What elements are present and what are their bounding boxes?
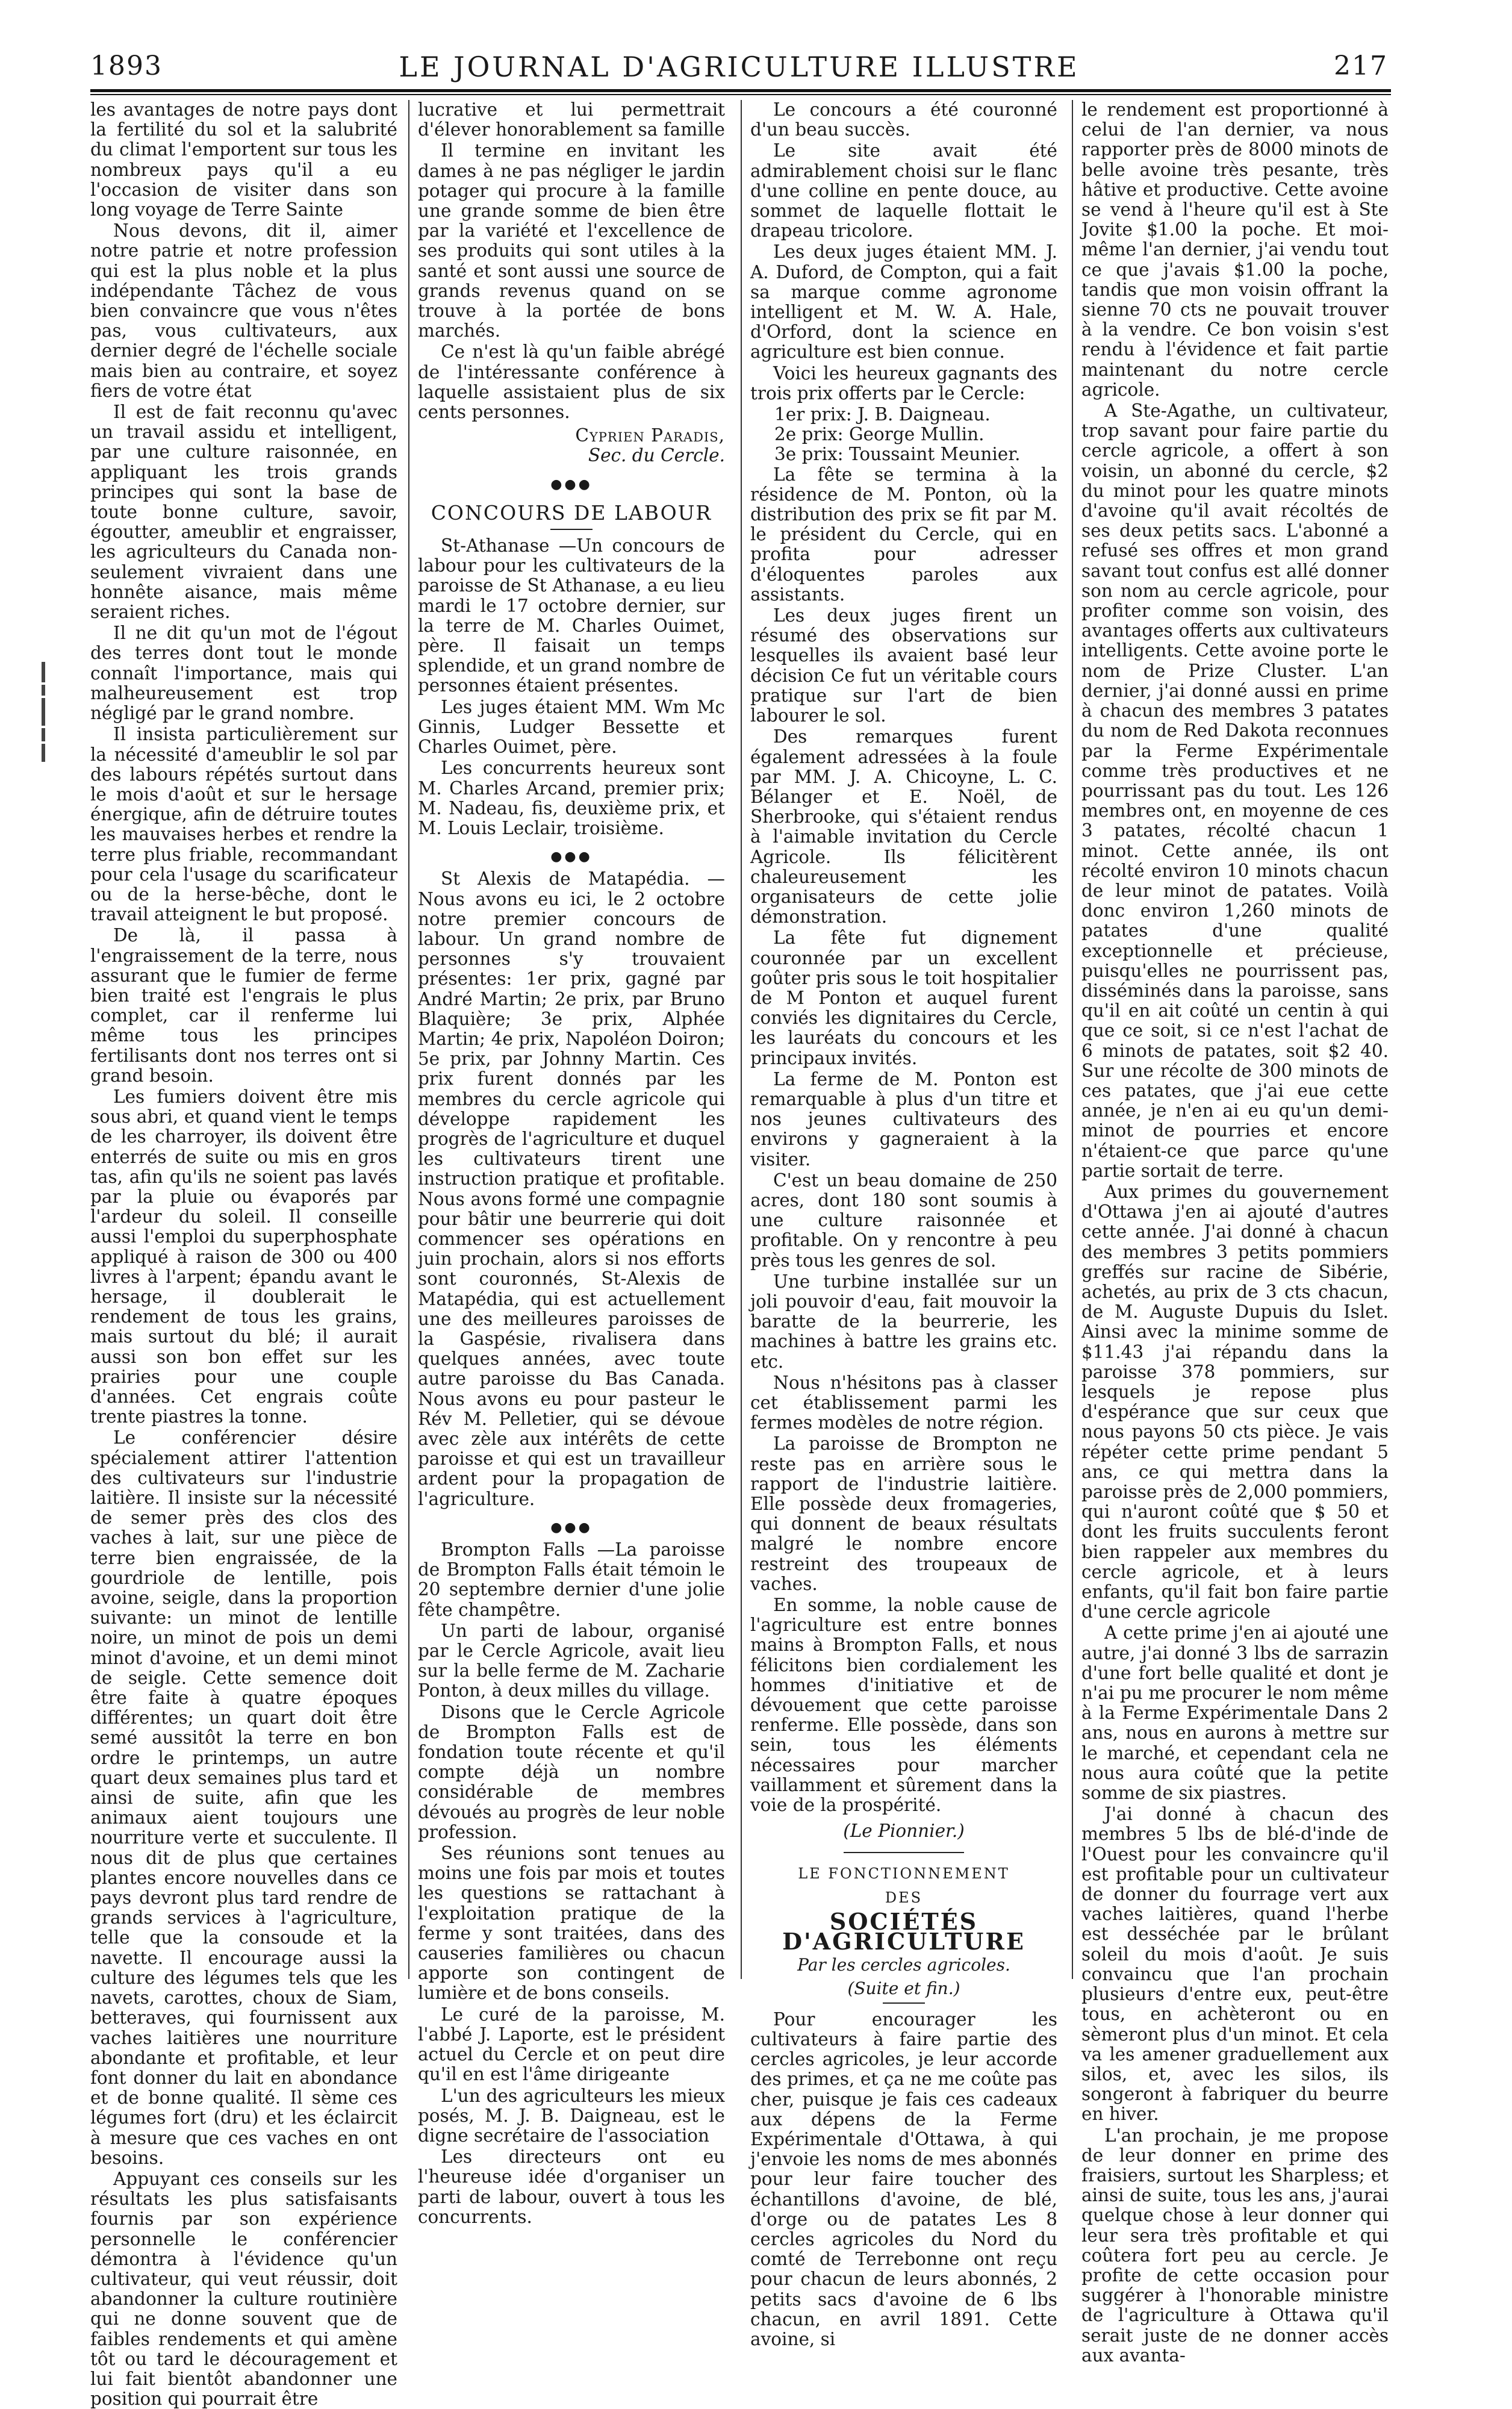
paragraph: Il ne dit qu'un mot de l'égout des terres dont tout le monde connaît l'importance, mais qui malheureusement est trop négligé par le grand nombre. bbox=[90, 623, 397, 724]
paragraph: En somme, la noble cause de l'agriculture est entre bonnes mains à Brompton Falls, et nous félicitons bien cordialement les hommes d'initiative et de dévouement que cette paroisse renferme. Elle possède, dans son sein, tous les éléments nécessaires pour marcher vaillamment et sûrement dans la voie de la prospérité. bbox=[750, 1595, 1057, 1816]
column-2 bbox=[418, 99, 725, 2227]
header-rule bbox=[90, 89, 1391, 92]
column-divider bbox=[1072, 100, 1073, 1979]
paragraph: Nous devons, dit il, aimer notre patrie et notre profession qui est la plus noble et la plus indépendante Tâchez de vous bien convaincre que vous n'êtes pas, vous cultivateurs, aux dernier degré de l'échelle sociale mais bien au contraire, et soyez fiers de votre état bbox=[90, 220, 397, 401]
header-year: 1893 bbox=[90, 51, 163, 81]
paragraph: De là, il passa à l'engraissement de la terre, nous assurant que le fumier de ferme bien traité est l'engrais le plus complet, car il renferme lui même tous les principes fertilisants dont nos terres ont si grand besoin. bbox=[90, 925, 397, 1086]
paragraph: La paroisse de Brompton ne reste pas en arrière sous le rapport de l'industrie laitière. Elle possède deux fromageries, qui donnent de beaux résultats malgré le nombre encore restreint des troupeaux de vaches. bbox=[750, 1433, 1057, 1594]
paragraph: Des remarques furent également adressées à la foule par MM. J. A. Chicoyne, L. C. Bélanger et E. Noël, de Sherbrooke, qui s'étaient rendus à l'aimable invitation du Cercle Agricole. Ils félicitèrent chaleureusement les organisateurs de cette jolie démonstration. bbox=[750, 726, 1057, 927]
column-1 bbox=[90, 99, 397, 2409]
article-subtitle: Par les cercles agricoles. bbox=[797, 1955, 1010, 1975]
paragraph: Le site avait été admirablement choisi sur le flanc d'une colline en pente douce, au sommet de laquelle flottait le drapeau tricolore. bbox=[750, 140, 1057, 242]
paragraph: C'est un beau domaine de 250 acres, dont 180 sont soumis à une culture raisonnée et profitable. On y rencontre à peu près tous les genres de sol. bbox=[750, 1170, 1057, 1271]
paragraph: Ses réunions sont tenues au moins une fois par mois et toutes les questions se rattachant à l'exploitation pratique de la ferme y sont traitées, dans des causeries familières ou chacun apporte son contingent de lumière et de bons conseils. bbox=[418, 1843, 725, 2004]
paragraph: La fête fut dignement couronnée par un excellent goûter pris sous le toit hospitalier de M Ponton et auquel furent conviés les dignitaires du Cercle, les lauréats du concours et les principaux invités. bbox=[750, 927, 1057, 1068]
ornament-divider: ●●● bbox=[550, 1519, 593, 1535]
paragraph: St-Athanase —Un concours de labour pour les cultivateurs de la paroisse de St Athanase, a eu lieu mardi le 17 octobre dernier, sur la terre de M. Charles Ouimet, père. Il faisait un temps splendide, et un grand nombre de personnes étaient présentes. bbox=[418, 535, 725, 696]
paragraph: Disons que le Cercle Agricole de Brompton Falls est de fondation toute récente et qu'il compte déjà un nombre considérable de membres dévoués au progrès de leur noble profession. bbox=[418, 1701, 725, 1842]
page-number: 217 bbox=[1334, 51, 1388, 81]
header-rule-thin bbox=[90, 94, 1391, 95]
paragraph: le rendement est proportionné à celui de l'an dernier, va nous rapporter près de 8000 minots de belle avoine très pesante, très hâtive et productive. Cette avoine se vend à l'heure qu'il est à Ste Jovite $1.00 la poche. Et moi-même l'an dernier, j'ai vendu tout ce que j'avais $1.00 la poche, tandis que mon voisin offrant la sienne 70 cts ne pouvait trouver à la vendre. Ce bon voisin s'est rendu à l'évidence et fait partie maintenant du notre cercle agricole. bbox=[1081, 99, 1389, 400]
ornament-divider: ●●● bbox=[550, 476, 593, 492]
article-head-line1: LE FONCTIONNEMENT bbox=[798, 1865, 1010, 1883]
short-rule bbox=[883, 2002, 925, 2004]
paragraph: Il termine en invitant les dames à ne pas négliger le jardin potager qui procure à la famille une grande somme de bien être par la variété et l'excellence de ses produits qui sont utiles à la santé et sont aussi une source de grands revenus quand on se trouve à la portée de bons marchés. bbox=[418, 140, 725, 341]
signature-name: Cyprien Paradis, bbox=[575, 425, 725, 446]
paragraph: Brompton Falls —La paroisse de Brompton Falls était témoin le 20 septembre dernier d'une jolie fête champêtre. bbox=[418, 1539, 725, 1620]
margin-ink-mark bbox=[37, 659, 49, 786]
paragraph: La fête se termina à la résidence de M. Ponton, où la distribution des prix se fit par M. le président du Cercle, qui en profita pour adresser d'éloquentes paroles aux assistants. bbox=[750, 464, 1057, 605]
paragraph: Les juges étaient MM. Wm Mc Ginnis, Ludger Bessette et Charles Ouimet, père. bbox=[418, 696, 725, 758]
paragraph: Nous n'hésitons pas à classer cet établissement parmi les fermes modèles de notre région. bbox=[750, 1372, 1057, 1433]
column-4 bbox=[1081, 99, 1389, 2366]
list-item: 2e prix: George Mullin. bbox=[774, 424, 985, 445]
ornament-divider: ●●● bbox=[550, 849, 593, 865]
paragraph: Les concurrents heureux sont M. Charles Arcand, premier prix; M. Nadeau, fis, deuxième prix, et M. Louis Leclair, troisième. bbox=[418, 758, 725, 838]
ornament-rule bbox=[844, 1852, 964, 1853]
paragraph: Appuyant ces conseils sur les résultats les plus satisfaisants fournis par son expérience personnelle le conférencier démontra à l'évidence qu'un cultivateur, qui veut réussir, doit abandonner la culture routinière qui ne donne souvent que de faibles rendements et qui amène tôt ou tard le découragement et lui fait bientôt abandonner une position qui pourrait être bbox=[90, 2168, 397, 2409]
paragraph: J'ai donné à chacun des membres 5 lbs de blé-d'inde de l'Ouest pour les convaincre qu'il est profitable pour un cultivateur de donner du fourrage vert aux vaches laitières, quand l'herbe est desséchée par le brûlant soleil du mois d'août. Je suis convaincu que l'an prochain plusieurs d'entre eux, peut-être tous, en achèteront ou en sèmeront plus d'un minot. Et cela va les amener graduellement aux silos, et, avec les silos, ils songeront à fabriquer du beurre en hiver. bbox=[1081, 1804, 1389, 2125]
prize-list bbox=[750, 405, 1057, 465]
paragraph: A cette prime j'en ai ajouté une autre, j'ai donné 3 lbs de sarrazin d'une fort belle qualité et dont je n'ai pu me procurer le nom même à la Ferme Expérimentale Dans 2 ans, nous en aurons à mettre sur le marché, et cependant cela ne nous aura coûté que la petite somme de six piastres. bbox=[1081, 1622, 1389, 1804]
list-item: 3e prix: Toussaint Meunier. bbox=[774, 444, 1021, 465]
page-header bbox=[90, 46, 1388, 94]
paragraph: Un parti de labour, organisé par le Cercle Agricole, avait lieu sur la belle ferme de M. Zacharie Ponton, à deux milles du village. bbox=[418, 1620, 725, 1701]
paragraph: les avantages de notre pays dont la fertilité du sol et la salubrité du climat l'emportent sur tous les nombreux pays qu'il a eu l'occasion de visiter dans son long voyage de Terre Sainte bbox=[90, 99, 397, 220]
paragraph: Le concours a été couronné d'un beau succès. bbox=[750, 99, 1057, 140]
article-head-line2: DES bbox=[885, 1889, 923, 1906]
paragraph: lucrative et lui permettrait d'élever honorablement sa famille bbox=[418, 99, 725, 140]
paragraph: L'un des agriculteurs les mieux posés, M. J. B. Daigneau, est le digne secrétaire de l'association bbox=[418, 2085, 725, 2146]
journal-title: LE JOURNAL D'AGRICULTURE ILLUSTRE bbox=[399, 51, 1080, 83]
paragraph: Il est de fait reconnu qu'avec un travail assidu et intelligent, par une culture raisonnée, en appliquant les trois grands principes qui sont la base de toute bonne culture, savoir, égoutter, ameublir et engraisser, les agriculteurs du Canada non-seulement vivraient dans une honnête aisance, mais même seraient riches. bbox=[90, 402, 397, 623]
source-credit: (Le Pionnier.) bbox=[843, 1821, 965, 1842]
section-title-concours: CONCOURS DE LABOUR bbox=[431, 500, 712, 525]
column-divider bbox=[408, 100, 409, 1979]
paragraph: Ce n'est là qu'un faible abrégé de l'intéressante conférence à laquelle assistaient plus de six cents personnes. bbox=[418, 341, 725, 423]
article-continuation: (Suite et fin.) bbox=[847, 1978, 960, 1999]
paragraph: Les fumiers doivent être mis sous abri, et quand vient le temps de les charroyer, ils doivent être enterrés de suite ou mis en gros tas, afin qu'ils ne soient pas lavés par la pluie ou évaporés par l'ardeur du soleil. Il conseille aussi l'emploi du superphosphate appliqué à raison de 300 ou 400 livres à l'arpent; épandu avant le hersage, il doublerait le rendement de tous les grains, mais surtout du blé; il aurait aussi son bon effet sur les prairies pour une couple d'années. Cet engrais coûte trente piastres la tonne. bbox=[90, 1086, 397, 1427]
column-3 bbox=[750, 99, 1057, 2349]
paragraph: Il insista particulièrement sur la nécessité d'ameublir le sol par des labours répétés surtout dans le mois d'août et sur le hersage énergique, afin de détruire toutes les mauvaises herbes et rendre la terre plus friable, recommandant pour cela l'usage du scarificateur ou de la herse-bêche, dont le travail atteignent le but proposé. bbox=[90, 724, 397, 925]
paragraph: Les directeurs ont eu l'heureuse idée d'organiser un parti de labour, ouvert à tous les concurrents. bbox=[418, 2146, 725, 2227]
paragraph: A Ste-Agathe, un cultivateur, trop savant pour faire partie du cercle agricole, a offert à son voisin, un abonné du cercle, $2 du minot pour les quatre minots d'avoine qu'il avait récoltés de ses deux petits sacs. L'abonné a refusé ses offres et mon grand savant tout confus est allé donner son nom au cercle agricole, pour profiter comme son voisin, des avantages offerts aux cultivateurs intelligents. Cette avoine porte le nom de Prize Cluster. L'an dernier, j'ai donné aussi en prime à chacun des membres 3 patates du nom de Red Dakota reconnues par la Ferme Expérimentale comme très productives et ne pourrissant pas du tout. Les 126 membres ont, en moyenne de ces 3 patates, récolté chacun 1 minot. Cette année, ils ont récolté environ 10 minots chacun de leur minot de patates. Voilà donc environ 1,260 minots de patates d'une qualité exceptionnelle et précieuse, puisqu'elles ne pourrissent pas, disséminés dans la paroisse, sans qu'il en ait coûté un centin à qui que ce soit, si ce n'est l'achat de 6 minots de patates, soit $2 40. Sur une récolte de 300 minots de ces patates, que j'ai eue cette année, je n'en ai eu qu'un demi-minot de pourries et encore n'étaient-ce que parce qu'une partie sortait de terre. bbox=[1081, 400, 1389, 1181]
paragraph: St Alexis de Matapédia. — Nous avons eu ici, le 2 octobre notre premier concours de labour. Un grand nombre de personnes s'y trouvaient présentes: 1er prix, gagné par André Martin; 2e prix, par Bruno Blaquière; 3e prix, Alphée Martin; 4e prix, Napoléon Doiron; 5e prix, par Johnny Martin. Ces prix furent donnés par les membres du cercle agricole qui développe rapidement les progrès de l'agriculture et duquel les cultivateurs tirent une instruction pratique et profitable. Nous avons formé une compagnie pour bâtir une beurrerie qui doit commencer ses opérations en juin prochain, alors si nos efforts sont couronnés, St-Alexis de Matapédia, qui est actuellement une des meilleures paroisses de la Gaspésie, rivalisera dans quelques années, avec toute autre paroisse du Bas Canada. Nous avons eu pour pasteur le Rév M. Pelletier, qui se dévoue avec zèle aux intérêts de cette paroisse et qui est un travailleur ardent pour la propagation de l'agriculture. bbox=[418, 868, 725, 1509]
paragraph: Aux primes du gouvernement d'Ottawa j'en ai ajouté d'autres cette année. J'ai donné à chacun des membres 3 petits pommiers greffés sur racine de Sibérie, achetés, au prix de 3 cts chacun, de M. Auguste Dupuis du Islet. Ainsi avec la minime somme de $11.43 j'ai répandu dans la paroisse 378 pommiers, sur lesquels je repose plus d'espérance que sur ceux que nous payons 50 cts pièce. Je vais répéter cette prime pendant 5 ans, ce qui mettra dans la paroisse près de 2,000 pommiers, qui n'auront coûté que $ 50 et dont les fruits succulents feront bien rappeler aux membres du cercle agricole, et à leurs enfants, qu'il fait bon faire partie d'une cercle agricole bbox=[1081, 1181, 1389, 1622]
paragraph: Les deux juges étaient MM. J. A. Duford, de Compton, qui a fait sa marque comme agronome intelligent et M. W. A. Hale, d'Orford, dont la science en agriculture est bien connue. bbox=[750, 242, 1057, 363]
paragraph: La ferme de M. Ponton est remarquable à plus d'un titre et nos jeunes cultivateurs des environs y gagneraient à la visiter. bbox=[750, 1068, 1057, 1170]
paragraph: Les deux juges firent un résumé des observations sur lesquelles ils avaient basé leur décision Ce fut un véritable cours pratique sur l'art de bien labourer le sol. bbox=[750, 605, 1057, 726]
short-rule bbox=[550, 529, 593, 530]
list-item: 1er prix: J. B. Daigneau. bbox=[774, 404, 991, 425]
article-title: SOCIÉTÉS D'AGRICULTURE bbox=[782, 1907, 1025, 1956]
signature-role: Sec. du Cercle. bbox=[588, 445, 725, 466]
paragraph: Une turbine installée sur un joli pouvoir d'eau, fait mouvoir la baratte de la beurrerie, les machines à battre les grains etc. etc. bbox=[750, 1271, 1057, 1372]
column-divider bbox=[741, 100, 742, 1979]
paragraph: Voici les heureux gagnants des trois prix offerts par le Cercle: bbox=[750, 363, 1057, 404]
paragraph: Le curé de la paroisse, M. l'abbé J. Laporte, est le président actuel du Cercle et on peut dire qu'il en est l'âme dirigeante bbox=[418, 2004, 725, 2085]
paragraph: L'an prochain, je me propose de leur donner en prime des fraisiers, surtout les Sharpless; et ainsi de suite, tous les ans, j'aurai quelque chose à leur donner qui leur sera très profitable et qui coûtera fort peu au cercle. Je profite de cette occasion pour suggérer à l'honorable ministre de l'agriculture à Ottawa qu'il serait juste de ne donner accès aux avanta- bbox=[1081, 2125, 1389, 2366]
paragraph: Pour encourager les cultivateurs à faire partie des cercles agricoles, je leur accorde des primes, et ça ne me coûte pas cher, puisque je fais ces cadeaux aux dépens de la Ferme Expérimentale d'Ottawa, à qui j'envoie les noms de mes abonnés pour leur faire toucher des échantillons d'avoine, de blé, d'orge ou de patates Les 8 cercles agricoles du Nord du comté de Terrebonne ont reçu pour chacun de leurs abonnés, 2 petits sacs d'avoine de 6 lbs chacun, en avril 1891. Cette avoine, si bbox=[750, 2009, 1057, 2349]
paragraph: Le conférencier désire spécialement attirer l'attention des cultivateurs sur l'industrie laitière. Il insiste sur la nécessité de semer près des clos des vaches à lait, sur une pièce de terre bien engraissée, de la gourdriole de lentille, pois avoine, seigle, dans la proportion suivante: un minot de lentille noire, un minot de pois un demi minot d'avoine, et un demi minot de seigle. Cette semence doit être faite à quatre époques différentes; un quart doit être semé aussitôt la terre en bon ordre le printemps, un autre quart deux semaines plus tard et ainsi de suite, afin que les animaux aient toujours une nourriture verte et succulente. Il nous dit de plus que certaines plantes encore nouvelles dans ce pays devront plus tard rendre de grands services à l'agriculture, telle que la consoude et la navette. Il encourage aussi la culture des légumes tels que les navets, carottes, choux de Siam, betteraves, qui fournissent aux vaches laitières une nourriture abondante et profitable, et leur font donner du lait en abondance et de bonne qualité. Il sème ces légumes fort (dru) et les éclaircit à mesure que ces vaches en ont besoins. bbox=[90, 1427, 397, 2168]
